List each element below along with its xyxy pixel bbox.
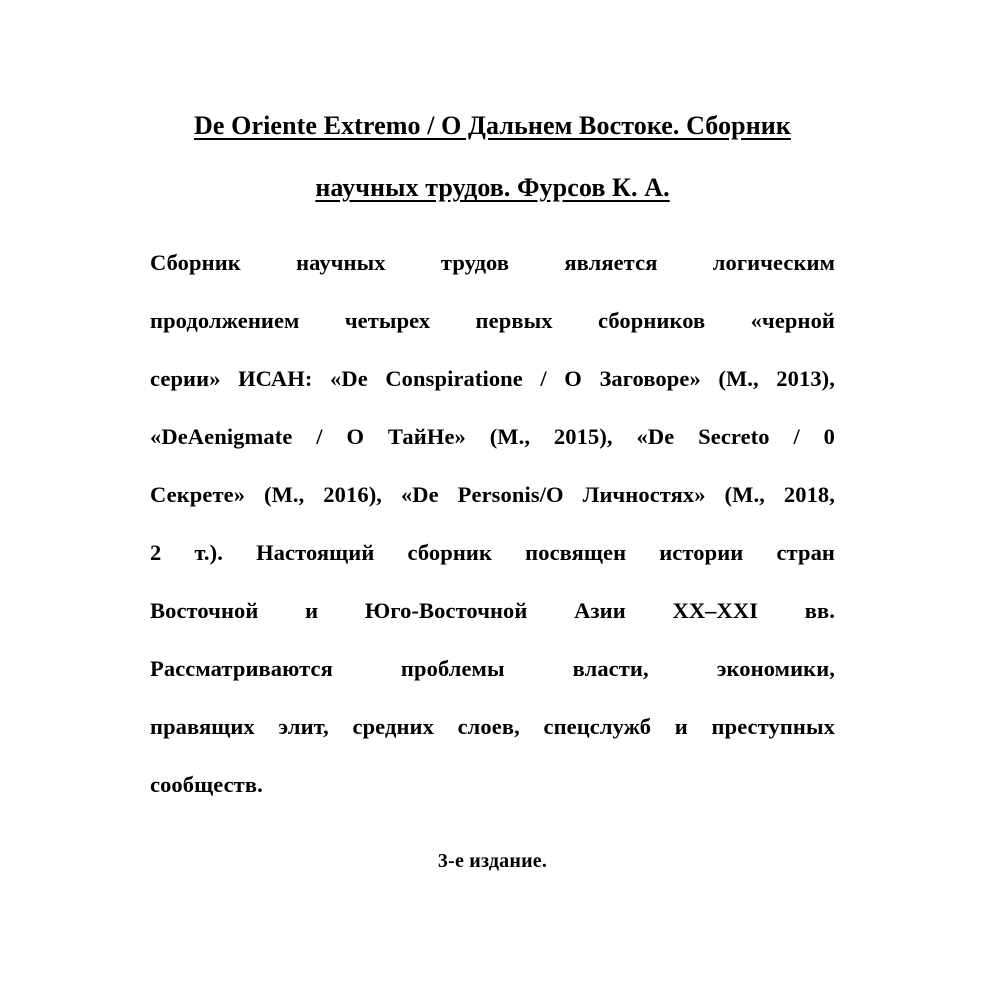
paragraph-line: сообществ. bbox=[150, 772, 263, 798]
paragraph-line: серии» ИСАН: «De Conspiratione / О Заговоре» (М., 2013), bbox=[150, 365, 835, 391]
page-title-line-1: De Oriente Extremo / О Дальнем Востоке. Сборник bbox=[194, 111, 791, 140]
paragraph-line: «DeAenigmate / О ТайНе» (М., 2015), «De Secreto / 0 bbox=[150, 423, 835, 449]
edition-note: 3-е издание. bbox=[437, 850, 548, 873]
annotation-paragraph bbox=[150, 234, 835, 814]
page-title bbox=[150, 95, 835, 220]
paragraph-line: Восточной и Юго-Восточной Азии XX–XXI вв. bbox=[150, 598, 835, 624]
paragraph-line: Секрете» (М., 2016), «De Personis/О Личностях» (М., 2018, bbox=[150, 481, 835, 507]
page-title-line-2: научных трудов. Фурсов К. А. bbox=[315, 173, 670, 203]
paragraph-line: правящих элит, средних слоев, спецслужб и преступных bbox=[150, 714, 835, 740]
paragraph-line: 2 т.). Настоящий сборник посвящен истории стран bbox=[150, 540, 835, 566]
paragraph-line: Сборник научных трудов является логическим bbox=[150, 249, 835, 275]
paragraph-line: продолжением четырех первых сборников «черной bbox=[150, 307, 835, 333]
paragraph-line: Рассматриваются проблемы власти, экономики, bbox=[150, 656, 835, 682]
